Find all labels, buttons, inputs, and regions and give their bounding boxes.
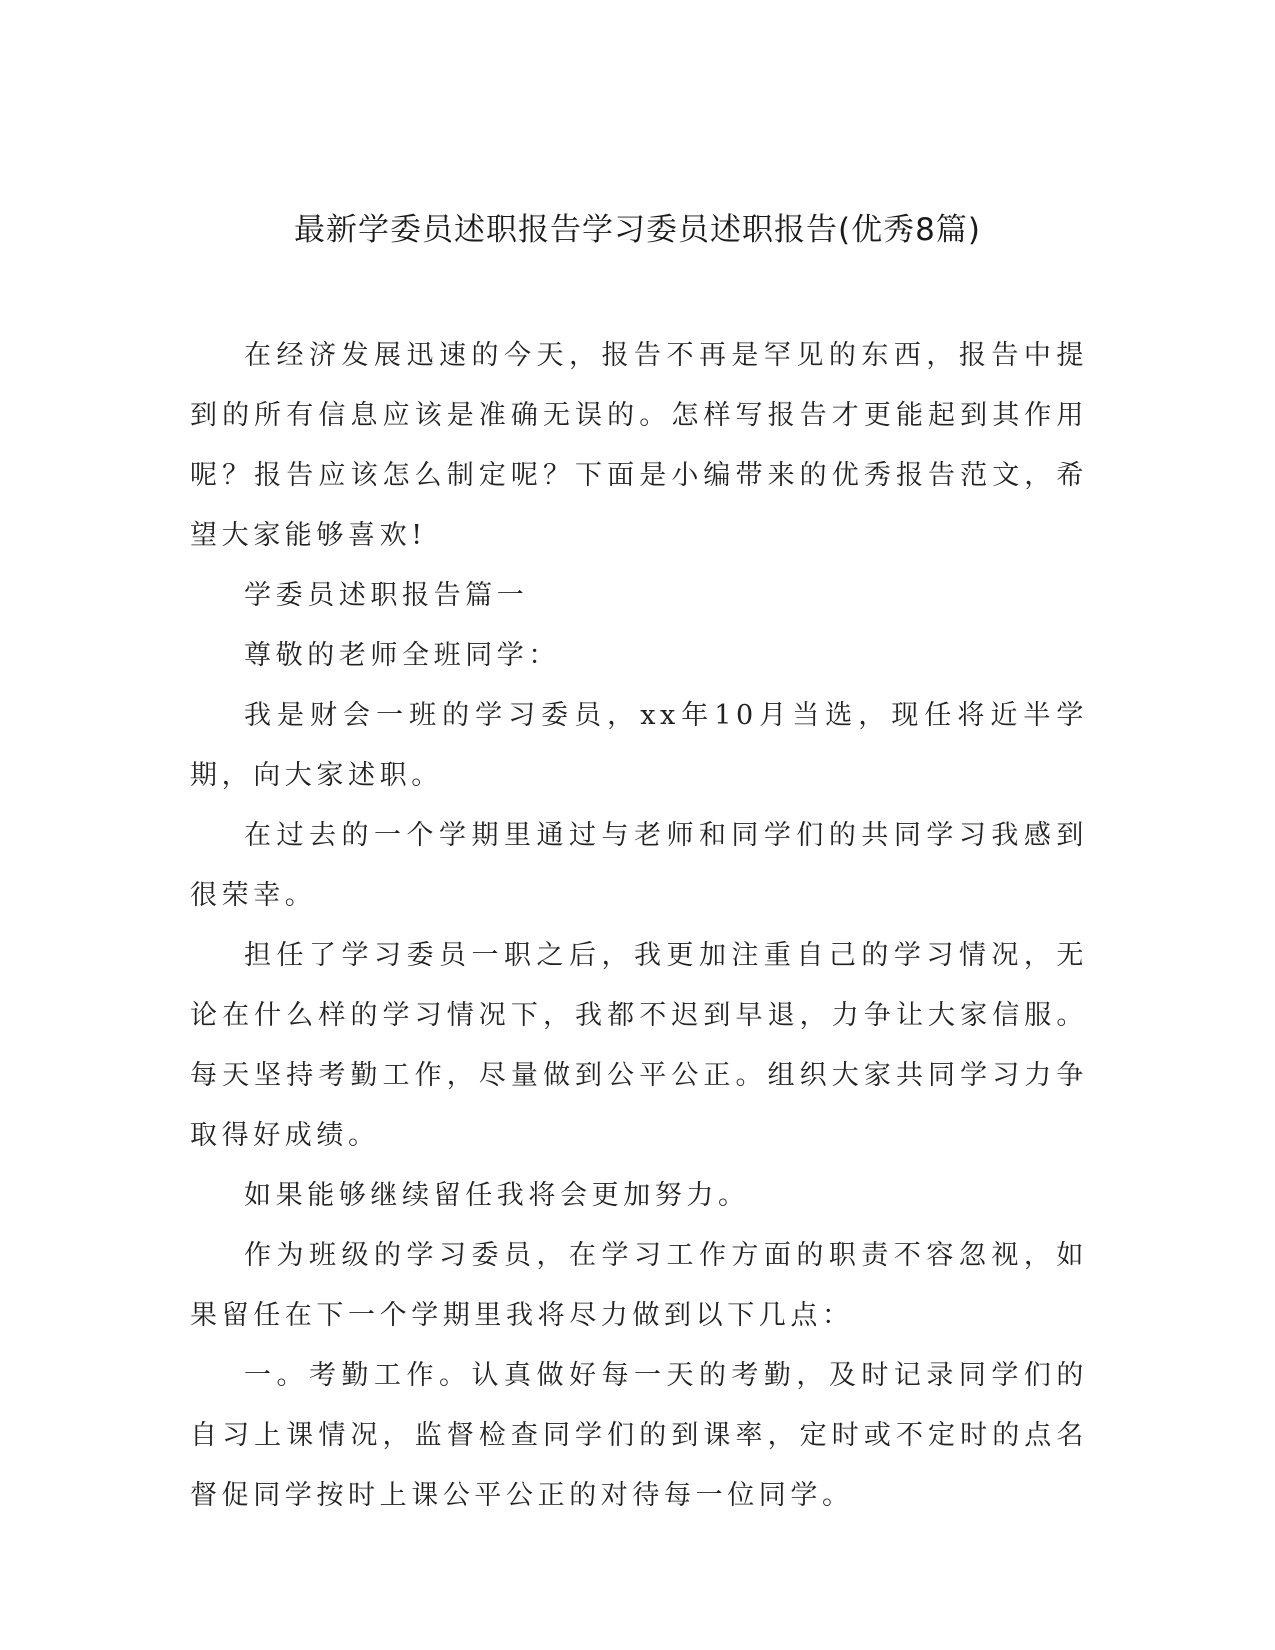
- paragraph: 一。考勤工作。认真做好每一天的考勤，及时记录同学们的自习上课情况，监督检查同学们的到课率，定时或不定时的点名督促同学按时上课公平公正的对待每一位同学。: [190, 1360, 1088, 1511]
- paragraph: 作为班级的学习委员，在学习工作方面的职责不容忽视，如果留任在下一个学期里我将尽力做到以下几点：: [190, 1240, 1088, 1331]
- paragraph: 担任了学习委员一职之后，我更加注重自己的学习情况，无论在什么样的学习情况下，我都不迟到早退，力争让大家信服。每天坚持考勤工作，尽量做到公平公正。组织大家共同学习力争取得好成绩。: [190, 940, 1088, 1151]
- document-title: 最新学委员述职报告学习委员述职报告(优秀8篇): [294, 212, 981, 248]
- paragraph-section-heading: 学委员述职报告篇一: [244, 580, 529, 611]
- paragraph: 如果能够继续留任我将会更加努力。: [244, 1180, 750, 1211]
- document-body: [190, 326, 1088, 1526]
- paragraph: 在过去的一个学期里通过与老师和同学们的共同学习我感到很荣幸。: [190, 820, 1088, 911]
- paragraph: 我是财会一班的学习委员，xx年10月当选，现任将近半学期，向大家述职。: [190, 700, 1088, 791]
- paragraph-salutation: 尊敬的老师全班同学：: [244, 640, 560, 671]
- paragraph-intro: 在经济发展迅速的今天，报告不再是罕见的东西，报告中提到的所有信息应该是准确无误的。怎样写报告才更能起到其作用呢？报告应该怎么制定呢？下面是小编带来的优秀报告范文，希望大家能够喜欢!: [190, 340, 1088, 551]
